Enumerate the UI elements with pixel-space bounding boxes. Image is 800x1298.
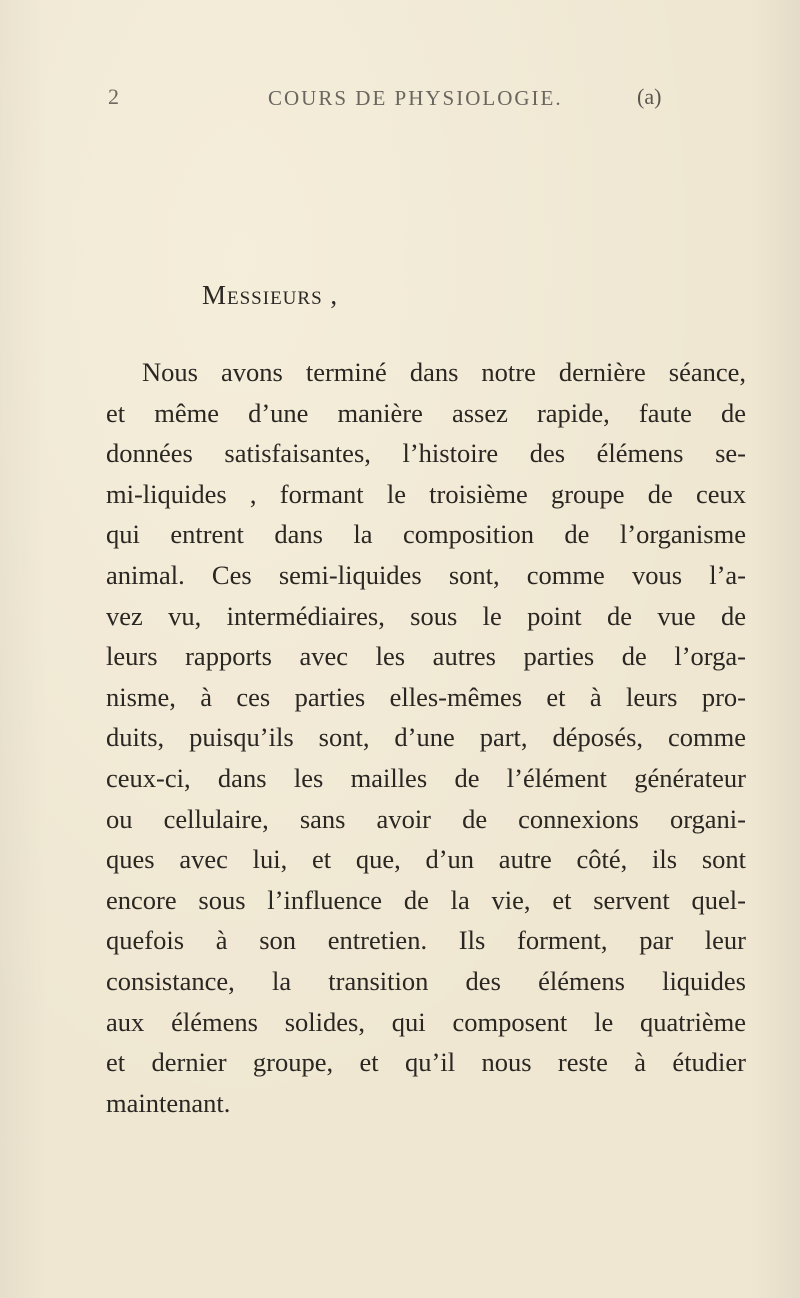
text-line: ceux-ci, dans les mailles de l’élément générateur [106,762,746,793]
text-line: encore sous l’influence de la vie, et servent quel- [106,884,746,915]
salutation-heading: Messieurs , [202,280,339,310]
text-line: Nous avons terminé dans notre dernière séance, [142,357,746,387]
text-line: ou cellulaire, sans avoir de connexions organi- [106,803,746,834]
text-line: qui entrent dans la composition de l’organisme [106,519,746,550]
text-line: ques avec lui, et que, d’un autre côté, ils sont [106,844,746,875]
page-number: 2 [108,84,119,109]
running-header [0,84,800,118]
text-line: animal. Ces semi-liquides sont, comme vous l’a- [106,559,746,590]
text-line: mi-liquides , formant le troisième groupe de ceux [106,478,746,509]
text-line: nisme, à ces parties elles-mêmes et à leurs pro- [106,681,746,712]
text-line: leurs rapports avec les autres parties de l’orga- [106,641,746,672]
text-line: données satisfaisantes, l’histoire des élémens se- [106,438,746,469]
text-line: duits, puisqu’ils sont, d’une part, déposés, comme [106,722,746,753]
signature-mark: (a) [637,84,662,109]
text-line: aux élémens solides, qui composent le quatrième [106,1006,746,1037]
text-line: quefois à son entretien. Ils forment, par leur [106,925,746,956]
body-paragraph [106,352,746,1123]
text-line: et dernier groupe, et qu’il nous reste à étudier [106,1047,746,1078]
text-line: et même d’une manière assez rapide, faute de [106,397,746,428]
text-line: maintenant. [106,1087,231,1118]
running-title: COURS DE PHYSIOLOGIE. [268,86,563,110]
text-line: vez vu, intermédiaires, sous le point de vue de [106,600,746,631]
text-line: consistance, la transition des élémens liquides [106,965,746,996]
